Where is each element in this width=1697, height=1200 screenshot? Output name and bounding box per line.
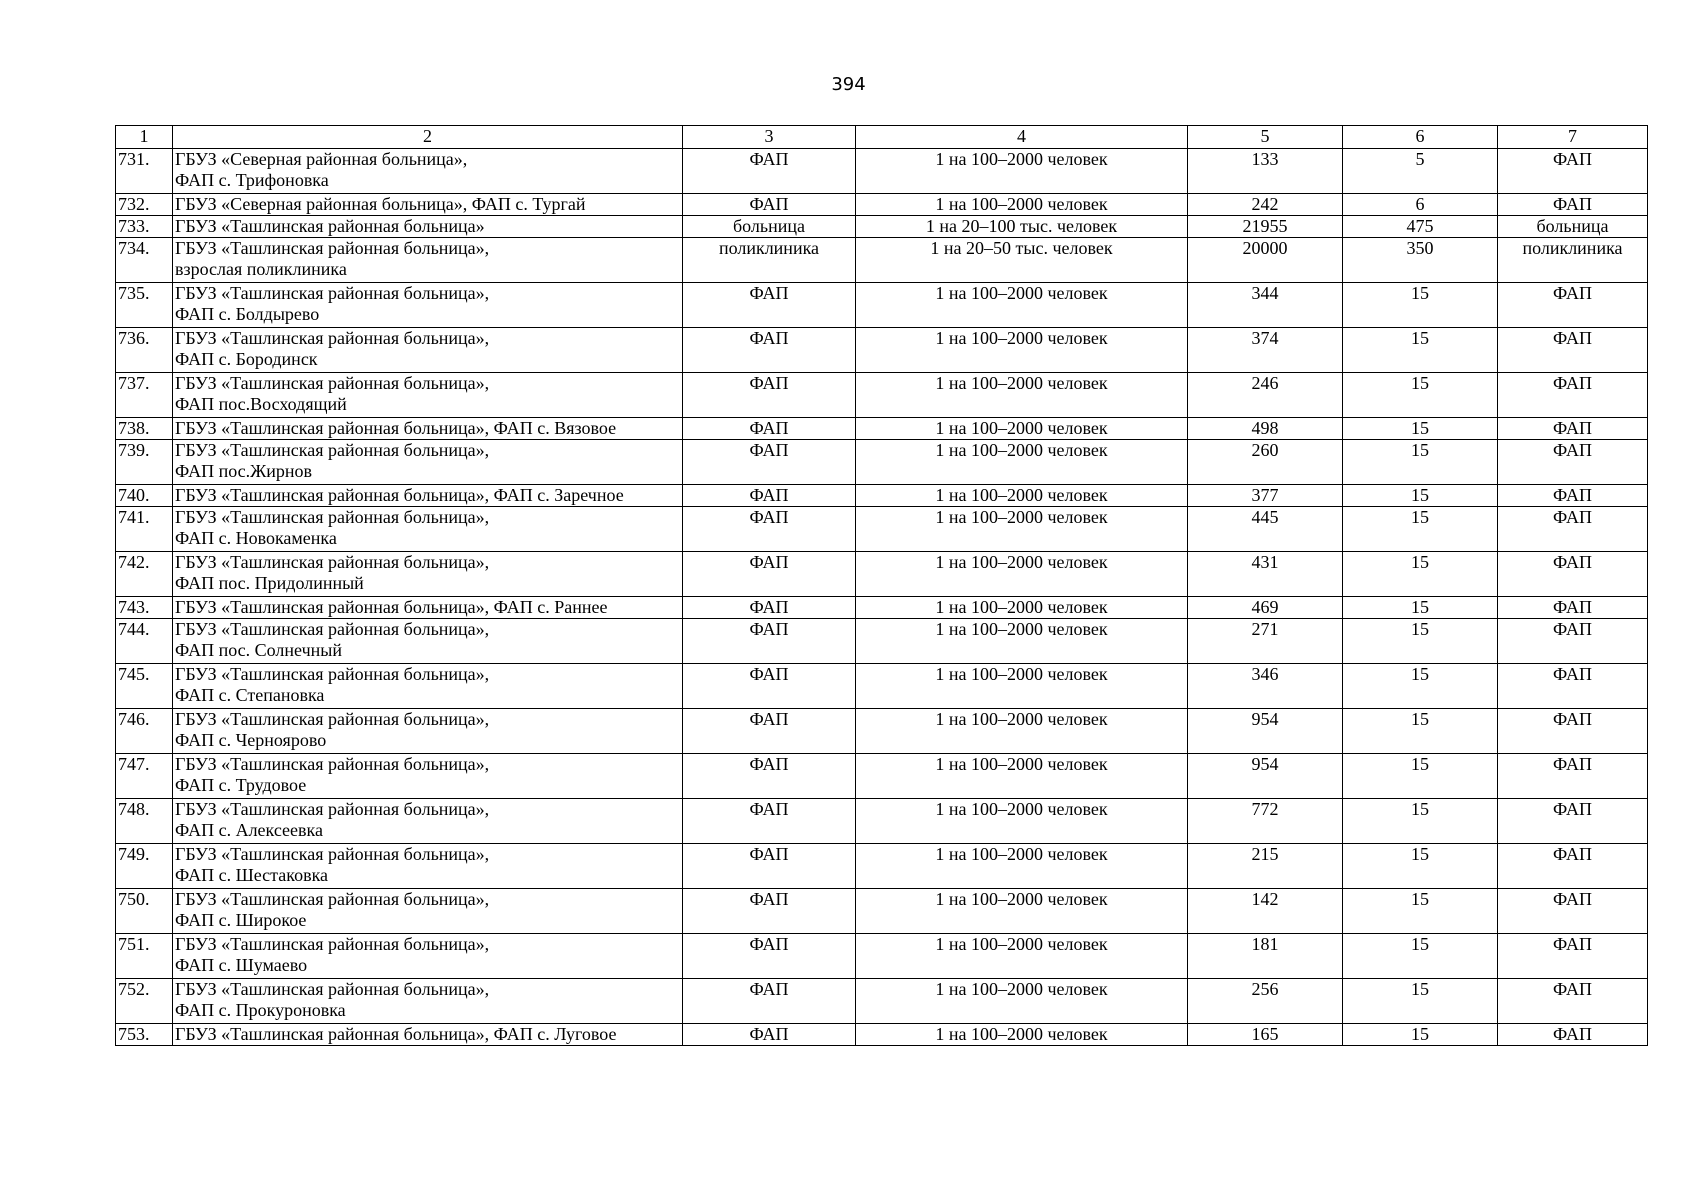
row-number: 749.	[116, 844, 173, 889]
facility-name	[173, 754, 683, 799]
population-value: 772	[1188, 799, 1343, 844]
population-value: 954	[1188, 709, 1343, 754]
row-number: 742.	[116, 552, 173, 597]
facility-type: ФАП	[683, 507, 856, 552]
table-row	[116, 754, 1648, 799]
facility-kind: ФАП	[1498, 979, 1648, 1024]
facility-name-line: ГБУЗ «Ташлинская районная больница», ФАП с. Луговое	[175, 1024, 617, 1044]
table-row	[116, 440, 1648, 485]
facility-name	[173, 1024, 683, 1046]
facility-name	[173, 844, 683, 889]
coverage-norm: 1 на 100–2000 человек	[856, 283, 1188, 328]
facility-type: ФАП	[683, 283, 856, 328]
row-number: 746.	[116, 709, 173, 754]
facility-kind: ФАП	[1498, 1024, 1648, 1046]
facility-name-line: ФАП с. Прокуроновка	[175, 1000, 346, 1020]
facility-type: ФАП	[683, 619, 856, 664]
facility-name-line: ФАП с. Бородинск	[175, 349, 318, 369]
capacity-value: 15	[1343, 844, 1498, 889]
coverage-norm: 1 на 100–2000 человек	[856, 440, 1188, 485]
page-number: 394	[831, 74, 866, 95]
facility-type: ФАП	[683, 373, 856, 418]
coverage-norm: 1 на 100–2000 человек	[856, 194, 1188, 216]
capacity-value: 475	[1343, 216, 1498, 238]
population-value: 215	[1188, 844, 1343, 889]
facility-name-line: ФАП пос. Придолинный	[175, 573, 364, 593]
table-body	[116, 149, 1648, 1046]
facility-name-line: ГБУЗ «Ташлинская районная больница»,	[175, 552, 490, 572]
header-cell-2: 2	[173, 126, 683, 149]
facility-name-line: ГБУЗ «Ташлинская районная больница»,	[175, 664, 490, 684]
facility-name-line: ГБУЗ «Ташлинская районная больница»	[175, 216, 485, 236]
capacity-value: 15	[1343, 754, 1498, 799]
facility-type: поликлиника	[683, 238, 856, 283]
coverage-norm: 1 на 100–2000 человек	[856, 934, 1188, 979]
capacity-value: 5	[1343, 149, 1498, 194]
coverage-norm: 1 на 100–2000 человек	[856, 844, 1188, 889]
coverage-norm: 1 на 100–2000 человек	[856, 507, 1188, 552]
row-number: 733.	[116, 216, 173, 238]
table-row	[116, 1024, 1648, 1046]
facility-name-line: ФАП с. Шестаковка	[175, 865, 329, 885]
facility-name-line: ГБУЗ «Ташлинская районная больница», ФАП с. Вязовое	[175, 418, 617, 438]
row-number: 735.	[116, 283, 173, 328]
capacity-value: 15	[1343, 799, 1498, 844]
capacity-value: 15	[1343, 597, 1498, 619]
population-value: 165	[1188, 1024, 1343, 1046]
row-number: 741.	[116, 507, 173, 552]
header-cell-1: 1	[116, 126, 173, 149]
coverage-norm: 1 на 100–2000 человек	[856, 485, 1188, 507]
row-number: 739.	[116, 440, 173, 485]
table-row	[116, 844, 1648, 889]
facility-kind: ФАП	[1498, 799, 1648, 844]
facility-name	[173, 664, 683, 709]
facility-name-line: ГБУЗ «Ташлинская районная больница»,	[175, 328, 490, 348]
facility-name-line: ГБУЗ «Ташлинская районная больница»,	[175, 619, 490, 639]
facility-name-line: взрослая поликлиника	[175, 259, 347, 279]
facility-name-line: ГБУЗ «Ташлинская районная больница»,	[175, 889, 490, 909]
facility-kind: ФАП	[1498, 619, 1648, 664]
facility-kind: ФАП	[1498, 485, 1648, 507]
header-cell-4: 4	[856, 126, 1188, 149]
facility-name-line: ГБУЗ «Ташлинская районная больница»,	[175, 709, 490, 729]
table-row	[116, 149, 1648, 194]
coverage-norm: 1 на 100–2000 человек	[856, 328, 1188, 373]
facility-name	[173, 418, 683, 440]
population-value: 377	[1188, 485, 1343, 507]
coverage-norm: 1 на 100–2000 человек	[856, 149, 1188, 194]
facility-name	[173, 373, 683, 418]
facility-type: ФАП	[683, 889, 856, 934]
capacity-value: 15	[1343, 328, 1498, 373]
table-row	[116, 194, 1648, 216]
table-row	[116, 552, 1648, 597]
facility-type: ФАП	[683, 440, 856, 485]
facility-name-line: ГБУЗ «Ташлинская районная больница»,	[175, 979, 490, 999]
facility-kind: ФАП	[1498, 597, 1648, 619]
facility-name-line: ГБУЗ «Ташлинская районная больница»,	[175, 844, 490, 864]
facility-kind: ФАП	[1498, 283, 1648, 328]
row-number: 753.	[116, 1024, 173, 1046]
facility-name-line: ГБУЗ «Ташлинская районная больница»,	[175, 507, 490, 527]
coverage-norm: 1 на 20–100 тыс. человек	[856, 216, 1188, 238]
facility-name-line: ГБУЗ «Ташлинская районная больница»,	[175, 440, 490, 460]
header-cell-6: 6	[1343, 126, 1498, 149]
population-value: 498	[1188, 418, 1343, 440]
facility-name	[173, 507, 683, 552]
facility-name-line: ГБУЗ «Ташлинская районная больница»,	[175, 238, 490, 258]
facility-name-line: ФАП с. Черноярово	[175, 730, 327, 750]
table-row	[116, 619, 1648, 664]
capacity-value: 15	[1343, 1024, 1498, 1046]
facility-type: ФАП	[683, 597, 856, 619]
facility-name	[173, 889, 683, 934]
facility-name	[173, 216, 683, 238]
population-value: 181	[1188, 934, 1343, 979]
facility-type: больница	[683, 216, 856, 238]
facility-type: ФАП	[683, 1024, 856, 1046]
row-number: 745.	[116, 664, 173, 709]
facility-type: ФАП	[683, 844, 856, 889]
facility-type: ФАП	[683, 709, 856, 754]
facility-name-line: ГБУЗ «Ташлинская районная больница», ФАП с. Раннее	[175, 597, 608, 617]
population-value: 260	[1188, 440, 1343, 485]
facility-name-line: ФАП с. Болдырево	[175, 304, 320, 324]
capacity-value: 6	[1343, 194, 1498, 216]
row-number: 734.	[116, 238, 173, 283]
facility-kind: ФАП	[1498, 328, 1648, 373]
table-row	[116, 507, 1648, 552]
population-value: 142	[1188, 889, 1343, 934]
facility-type: ФАП	[683, 979, 856, 1024]
header-cell-3: 3	[683, 126, 856, 149]
facility-kind: ФАП	[1498, 709, 1648, 754]
facility-type: ФАП	[683, 328, 856, 373]
facility-name	[173, 934, 683, 979]
header-cell-5: 5	[1188, 126, 1343, 149]
facility-name	[173, 552, 683, 597]
population-value: 271	[1188, 619, 1343, 664]
facility-name-line: ФАП с. Трудовое	[175, 775, 307, 795]
population-value: 374	[1188, 328, 1343, 373]
capacity-value: 15	[1343, 889, 1498, 934]
table-row	[116, 799, 1648, 844]
facility-name	[173, 194, 683, 216]
facility-name-line: ГБУЗ «Северная районная больница»,	[175, 149, 468, 169]
facility-name-line: ФАП пос. Солнечный	[175, 640, 342, 660]
facility-kind: ФАП	[1498, 440, 1648, 485]
row-number: 740.	[116, 485, 173, 507]
capacity-value: 15	[1343, 418, 1498, 440]
facility-name	[173, 979, 683, 1024]
facility-name-line: ГБУЗ «Ташлинская районная больница»,	[175, 754, 490, 774]
facility-kind: ФАП	[1498, 194, 1648, 216]
capacity-value: 15	[1343, 485, 1498, 507]
capacity-value: 15	[1343, 934, 1498, 979]
header-cell-7: 7	[1498, 126, 1648, 149]
facility-name-line: ГБУЗ «Северная районная больница», ФАП с. Тургай	[175, 194, 586, 214]
facility-name	[173, 619, 683, 664]
coverage-norm: 1 на 100–2000 человек	[856, 619, 1188, 664]
row-number: 752.	[116, 979, 173, 1024]
facility-type: ФАП	[683, 552, 856, 597]
facility-kind: ФАП	[1498, 552, 1648, 597]
capacity-value: 15	[1343, 619, 1498, 664]
row-number: 744.	[116, 619, 173, 664]
table-row	[116, 934, 1648, 979]
facility-name-line: ФАП с. Степановка	[175, 685, 325, 705]
row-number: 738.	[116, 418, 173, 440]
table-row	[116, 418, 1648, 440]
facility-name-line: ГБУЗ «Ташлинская районная больница»,	[175, 373, 490, 393]
capacity-value: 15	[1343, 373, 1498, 418]
population-value: 21955	[1188, 216, 1343, 238]
facility-type: ФАП	[683, 664, 856, 709]
capacity-value: 15	[1343, 552, 1498, 597]
facility-kind: поликлиника	[1498, 238, 1648, 283]
facility-name	[173, 440, 683, 485]
population-value: 133	[1188, 149, 1343, 194]
capacity-value: 15	[1343, 979, 1498, 1024]
population-value: 246	[1188, 373, 1343, 418]
facility-type: ФАП	[683, 194, 856, 216]
table-row	[116, 373, 1648, 418]
row-number: 736.	[116, 328, 173, 373]
facility-kind: ФАП	[1498, 889, 1648, 934]
row-number: 751.	[116, 934, 173, 979]
table-row	[116, 664, 1648, 709]
facility-name-line: ГБУЗ «Ташлинская районная больница»,	[175, 799, 490, 819]
facility-type: ФАП	[683, 799, 856, 844]
row-number: 732.	[116, 194, 173, 216]
coverage-norm: 1 на 20–50 тыс. человек	[856, 238, 1188, 283]
facility-name-line: ФАП с. Трифоновка	[175, 170, 329, 190]
facility-kind: ФАП	[1498, 754, 1648, 799]
facility-name	[173, 709, 683, 754]
facility-name	[173, 597, 683, 619]
population-value: 346	[1188, 664, 1343, 709]
coverage-norm: 1 на 100–2000 человек	[856, 373, 1188, 418]
row-number: 731.	[116, 149, 173, 194]
capacity-value: 15	[1343, 664, 1498, 709]
facility-name	[173, 799, 683, 844]
coverage-norm: 1 на 100–2000 человек	[856, 552, 1188, 597]
facility-name-line: ФАП с. Шумаево	[175, 955, 308, 975]
coverage-norm: 1 на 100–2000 человек	[856, 979, 1188, 1024]
facility-name-line: ГБУЗ «Ташлинская районная больница»,	[175, 934, 490, 954]
population-value: 20000	[1188, 238, 1343, 283]
facilities-table	[115, 125, 1648, 1046]
coverage-norm: 1 на 100–2000 человек	[856, 664, 1188, 709]
row-number: 750.	[116, 889, 173, 934]
coverage-norm: 1 на 100–2000 человек	[856, 418, 1188, 440]
population-value: 445	[1188, 507, 1343, 552]
facility-kind: ФАП	[1498, 507, 1648, 552]
facility-name-line: ФАП с. Новокаменка	[175, 528, 337, 548]
population-value: 954	[1188, 754, 1343, 799]
coverage-norm: 1 на 100–2000 человек	[856, 709, 1188, 754]
facility-kind: ФАП	[1498, 418, 1648, 440]
coverage-norm: 1 на 100–2000 человек	[856, 754, 1188, 799]
facility-name-line: ФАП пос.Жирнов	[175, 461, 313, 481]
population-value: 256	[1188, 979, 1343, 1024]
facility-kind: ФАП	[1498, 149, 1648, 194]
facility-name	[173, 283, 683, 328]
facility-type: ФАП	[683, 418, 856, 440]
facility-kind: ФАП	[1498, 934, 1648, 979]
table-row	[116, 889, 1648, 934]
facility-name-line: ГБУЗ «Ташлинская районная больница», ФАП с. Заречное	[175, 485, 624, 505]
facility-name-line: ФАП пос.Восходящий	[175, 394, 347, 414]
row-number: 743.	[116, 597, 173, 619]
capacity-value: 15	[1343, 709, 1498, 754]
row-number: 747.	[116, 754, 173, 799]
table-row	[116, 283, 1648, 328]
population-value: 242	[1188, 194, 1343, 216]
table-row	[116, 238, 1648, 283]
facility-name-line: ГБУЗ «Ташлинская районная больница»,	[175, 283, 490, 303]
facility-kind: ФАП	[1498, 373, 1648, 418]
facility-name	[173, 238, 683, 283]
coverage-norm: 1 на 100–2000 человек	[856, 597, 1188, 619]
row-number: 737.	[116, 373, 173, 418]
facility-kind: ФАП	[1498, 844, 1648, 889]
table-row	[116, 709, 1648, 754]
facility-type: ФАП	[683, 934, 856, 979]
header-row	[116, 126, 1648, 149]
capacity-value: 15	[1343, 283, 1498, 328]
population-value: 469	[1188, 597, 1343, 619]
facility-name	[173, 485, 683, 507]
facility-type: ФАП	[683, 754, 856, 799]
population-value: 344	[1188, 283, 1343, 328]
table-row	[116, 328, 1648, 373]
table-row	[116, 979, 1648, 1024]
capacity-value: 350	[1343, 238, 1498, 283]
facility-name-line: ФАП с. Алексеевка	[175, 820, 323, 840]
table-row	[116, 597, 1648, 619]
facility-kind: больница	[1498, 216, 1648, 238]
facility-kind: ФАП	[1498, 664, 1648, 709]
facility-name	[173, 149, 683, 194]
coverage-norm: 1 на 100–2000 человек	[856, 799, 1188, 844]
table-row	[116, 485, 1648, 507]
facility-name-line: ФАП с. Широкое	[175, 910, 307, 930]
population-value: 431	[1188, 552, 1343, 597]
table-row	[116, 216, 1648, 238]
facility-type: ФАП	[683, 149, 856, 194]
facility-name	[173, 328, 683, 373]
capacity-value: 15	[1343, 507, 1498, 552]
row-number: 748.	[116, 799, 173, 844]
capacity-value: 15	[1343, 440, 1498, 485]
coverage-norm: 1 на 100–2000 человек	[856, 1024, 1188, 1046]
coverage-norm: 1 на 100–2000 человек	[856, 889, 1188, 934]
facility-type: ФАП	[683, 485, 856, 507]
